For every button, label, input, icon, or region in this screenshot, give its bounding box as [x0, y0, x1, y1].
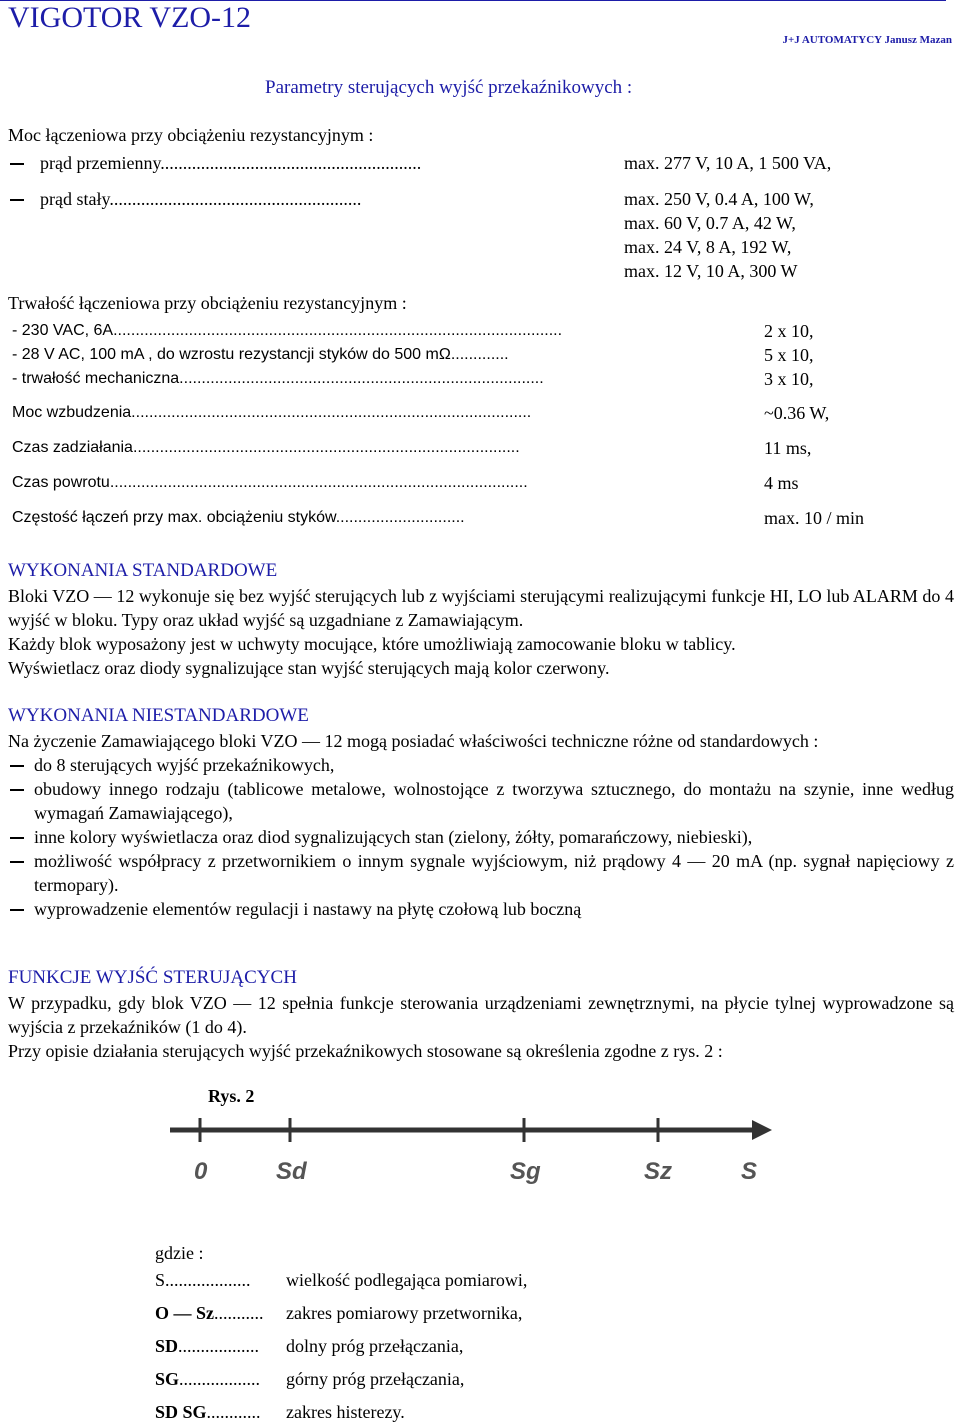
axis-label-sz: Sz	[644, 1158, 673, 1185]
dash-bullet	[10, 837, 24, 839]
functions-paragraph: W przypadku, gdy blok VZO — 12 spełnia funkcje sterowania urządzeniami zewnętrznymi, na płycie tylnej wyprowadzone są wyjścia z przekaźników (1 do 4).	[8, 993, 954, 1037]
axis-label-sd: Sd	[276, 1158, 307, 1185]
ac-row	[40, 152, 421, 174]
list-item: obudowy innego rodzaju (tablicowe metalowe, wolnostojące z tworzywa sztucznego, do montażu na szynie, inne według wymagań Zamawiającego),	[34, 779, 954, 823]
axis-label-zero: 0	[194, 1158, 208, 1185]
figure-label: Rys. 2	[208, 1086, 255, 1106]
company-name: J+J AUTOMATYCY Janusz Mazan	[782, 34, 952, 46]
axis-label-s: S	[741, 1158, 758, 1185]
durability-label: Trwałość łączeniowa przy obciążeniu rezystancyjnym :	[8, 293, 407, 313]
legend-desc: zakres pomiarowy przetwornika,	[286, 1303, 523, 1323]
dc-value-4: max. 12 V, 10 A, 300 W	[624, 261, 798, 281]
legend-term: SD SG............	[155, 1402, 261, 1422]
dash-bullet	[10, 909, 24, 911]
dc-value-1: max. 250 V, 0.4 A, 100 W,	[624, 189, 814, 209]
dc-label: prąd stały	[40, 189, 110, 209]
switching-power-label: Moc łączeniowa przy obciążeniu rezystancyjnym :	[8, 125, 374, 145]
functions-heading: FUNKCJE WYJŚĆ STERUJĄCYCH	[8, 967, 297, 988]
durability-row: - 230 VAC, 6A.....................................................................................................	[12, 322, 563, 339]
param-value: ~0.36 W,	[764, 403, 830, 423]
param-value: max. 10 / min	[764, 508, 864, 528]
ac-label: prąd przemienny	[40, 153, 161, 173]
list-item: możliwość współpracy z przetwornikiem o innym sygnale wyjściowym, niż prądowy 4 — 20 mA (np. sygnał napięciowy z termopary).	[34, 851, 954, 895]
param-row: Czas zadziałania.......................................................................................	[12, 439, 520, 456]
legend-term: S...................	[155, 1270, 251, 1290]
dash-bullet	[10, 199, 24, 201]
durability-value: 3 x 10,	[764, 369, 814, 389]
param-row: Częstość łączeń przy max. obciążeniu styków.............................	[12, 509, 465, 526]
nonstandard-intro: Na życzenie Zamawiającego bloki VZO — 12 mogą posiadać właściwości techniczne różne od standardowych :	[8, 731, 819, 751]
dash-bullet	[10, 861, 24, 863]
legend-desc: wielkość podlegająca pomiarowi,	[286, 1270, 528, 1290]
dc-dots: ........................................................	[109, 189, 362, 209]
legend-desc: dolny próg przełączania,	[286, 1336, 464, 1356]
legend-term: O — Sz...........	[155, 1303, 264, 1323]
ac-value: max. 277 V, 10 A, 1 500 VA,	[624, 153, 832, 173]
dc-row	[40, 188, 361, 210]
dc-value-2: max. 60 V, 0.7 A, 42 W,	[624, 213, 796, 233]
durability-value: 5 x 10,	[764, 345, 814, 365]
legend-desc: górny próg przełączania,	[286, 1369, 465, 1389]
dash-bullet	[10, 789, 24, 791]
durability-value: 2 x 10,	[764, 321, 814, 341]
standard-paragraph: Każdy blok wyposażony jest w uchwyty mocujące, które umożliwiają zamocowanie bloku w tablicy.	[8, 634, 736, 654]
dash-bullet	[10, 765, 24, 767]
dc-value-3: max. 24 V, 8 A, 192 W,	[624, 237, 792, 257]
page-title: VIGOTOR VZO-12	[8, 1, 252, 34]
legend-intro: gdzie :	[155, 1243, 204, 1263]
relay-section-heading: Parametry sterujących wyjść przekaźnikowych :	[265, 77, 633, 98]
standard-paragraph: Bloki VZO — 12 wykonuje się bez wyjść sterujących lub z wyjściami sterującymi realizującymi funkcje HI, LO lub ALARM do 4 wyjść w bloku. Typy oraz układ wyjść są uzgadniane z Zamawiającym.	[8, 586, 954, 630]
nonstandard-heading: WYKONANIA NIESTANDARDOWE	[8, 705, 309, 726]
standard-paragraph: Wyświetlacz oraz diody sygnalizujące stan wyjść sterujących mają kolor czerwony.	[8, 658, 610, 678]
durability-row: - 28 V AC, 100 mA , do wzrostu rezystancji styków do 500 mΩ.............	[12, 346, 509, 363]
functions-paragraph: Przy opisie działania sterujących wyjść przekaźnikowych stosowane są określenia zgodne z rys. 2 :	[8, 1041, 723, 1061]
param-row: Czas powrotu..............................................................................................	[12, 474, 528, 491]
ac-dots: ..........................................................	[160, 153, 422, 173]
axis-label-sg: Sg	[510, 1158, 541, 1185]
legend-term: SD..................	[155, 1336, 260, 1356]
param-row: Moc wzbudzenia..........................................................................................	[12, 404, 532, 421]
list-item: wyprowadzenie elementów regulacji i nastawy na płytę czołową lub boczną	[34, 899, 582, 919]
axis-arrow-icon	[752, 1120, 772, 1140]
scale-diagram	[160, 1110, 780, 1190]
param-value: 4 ms	[764, 473, 799, 493]
legend-desc: zakres histerezy.	[286, 1402, 405, 1422]
list-item: do 8 sterujących wyjść przekaźnikowych,	[34, 755, 335, 775]
list-item: inne kolory wyświetlacza oraz diod sygnalizujących stan (zielony, żółty, pomarańczowy, niebieski),	[34, 827, 753, 847]
legend-term: SG..................	[155, 1369, 261, 1389]
durability-row: - trwałość mechaniczna..................................................................................	[12, 370, 544, 387]
param-value: 11 ms,	[764, 438, 812, 458]
standard-heading: WYKONANIA STANDARDOWE	[8, 560, 278, 581]
dash-bullet	[10, 163, 24, 165]
